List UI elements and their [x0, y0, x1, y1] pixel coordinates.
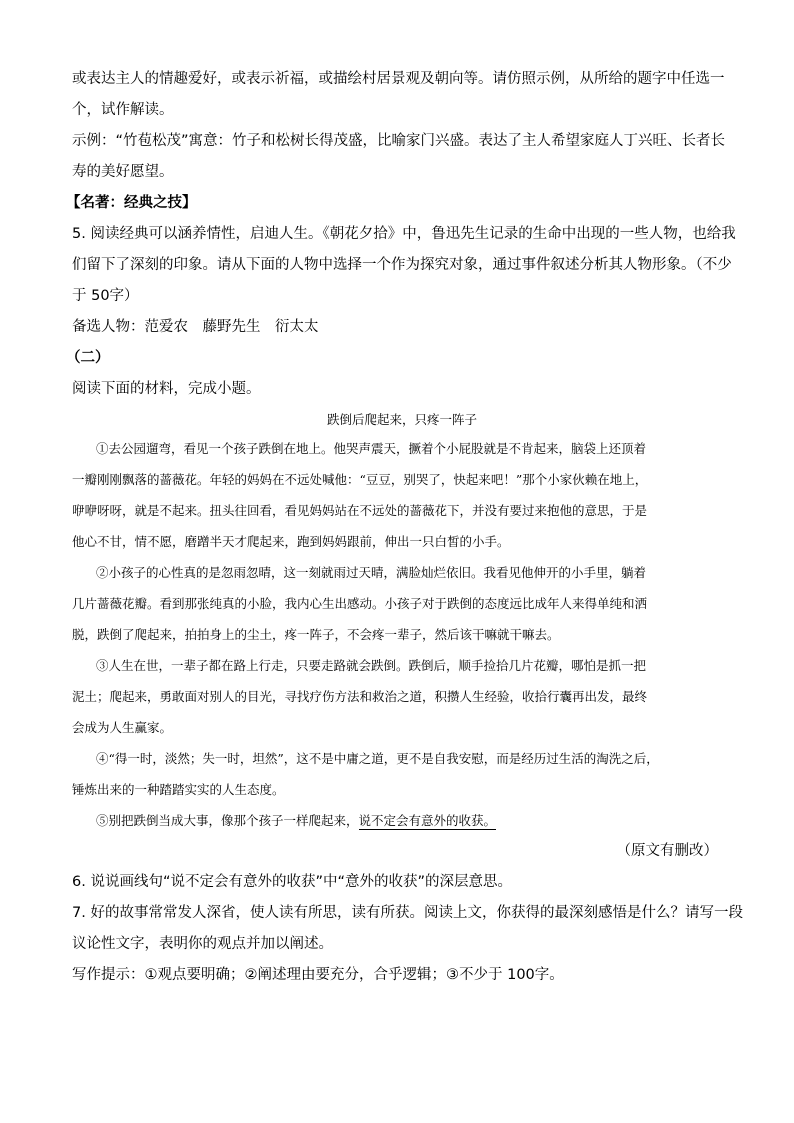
article-p2-line-1: ②小孩子的心性真的是忽雨忽晴，这一刻就雨过天晴，满脸灿烂依旧。我看见他伸开的小手里，躺着 — [96, 565, 647, 580]
article-p3-line-1: ③人生在世，一辈子都在路上行走，只要走路就会跌倒。跌倒后，顺手捡拾几片花瓣，哪怕是抓一把 — [96, 658, 647, 673]
article-paragraph-3 — [72, 650, 732, 743]
article-p4-line-2: 锤炼出来的一种踏踏实实的人生态度。 — [72, 782, 285, 797]
article-p2-line-2: 几片蔷薇花瓣。看到那张纯真的小脸，我内心生出感动。小孩子对于跌倒的态度远比成年人来得单纯和洒 — [72, 596, 648, 611]
section-heading-two: （二） — [66, 350, 110, 366]
question-6: 6. 说说画线句“说不定会有意外的收获”中“意外的收获”的深层意思。 — [72, 874, 512, 890]
candidate-characters: 备选人物：范爱农 藤野先生 衍太太 — [72, 319, 319, 335]
question-5-line-3: 于 50字） — [72, 288, 139, 304]
article-paragraph-5 — [72, 805, 732, 836]
article-p1-line-2: 一瓣刚刚飘落的蔷薇花。年轻的妈妈在不远处喊他：“豆豆，别哭了，快起来吧！”那个小家伙赖在地上， — [72, 472, 648, 487]
article-p1-line-1: ①去公园遛弯，看见一个孩子跌倒在地上。他哭声震天，撅着个小屁股就是不肯起来，脑袋上还顶着 — [96, 441, 647, 456]
article-p3-line-2: 泥土；爬起来，勇敢面对别人的目光，寻找疗伤方法和救治之道，积攒人生经验，收拾行囊再出发，最终 — [72, 689, 648, 704]
intro-line-1: 或表达主人的情趣爱好，或表示祈福，或描绘村居景观及朝向等。请仿照示例，从所给的题字中任选一 — [72, 71, 725, 87]
reading-instruction: 阅读下面的材料，完成小题。 — [72, 381, 261, 397]
document-page — [66, 64, 743, 991]
article-p4-line-1: ④“得一时，淡然；失一时，坦然”，这不是中庸之道，更不是自我安慰，而是经历过生活的淘洗之后， — [96, 751, 659, 766]
article-title: 跌倒后爬起来，只疼一阵子 — [326, 412, 477, 427]
article-p2-line-3: 脱，跌倒了爬起来，拍拍身上的尘土，疼一阵子，不会疼一辈子，然后该干嘛就干嘛去。 — [72, 627, 560, 642]
article-p1-line-3: 咿咿呀呀，就是不起来。扭头往回看，看见妈妈站在不远处的蔷薇花下，并没有要过来抱他的意思，于是 — [72, 503, 648, 518]
article-paragraph-4 — [72, 743, 732, 805]
question-5-line-2: 们留下了深刻的印象。请从下面的人物中选择一个作为探究对象，通过事件叙述分析其人物形象。（不少 — [72, 257, 732, 273]
article-p5-text: ⑤别把跌倒当成大事，像那个孩子一样爬起来， — [96, 813, 359, 828]
example-line-2: 寿的美好愿望。 — [72, 164, 174, 180]
intro-line-2: 个，试作解读。 — [72, 102, 174, 118]
source-note: （原文有删改） — [616, 843, 718, 859]
article-p1-line-4: 他心不甘，情不愿，磨蹭半天才爬起来，跑到妈妈跟前，伸出一只白皙的小手。 — [72, 534, 510, 549]
question-7-line-2: 议论性文字，表明你的观点并加以阐述。 — [72, 936, 333, 952]
article-paragraph-2 — [72, 557, 732, 650]
underlined-sentence: 说不定会有意外的收获。 — [358, 813, 497, 828]
writing-tips: 写作提示：①观点要明确；②阐述理由要充分，合乎逻辑；③不少于 100字。 — [72, 967, 564, 983]
question-5-line-1: 5. 阅读经典可以涵养情性，启迪人生。《朝花夕拾》中，鲁迅先生记录的生命中出现的一些人物，也给我 — [72, 226, 736, 242]
article-paragraph-1 — [72, 433, 732, 557]
example-line-1: 示例：“竹苞松茂”寓意：竹子和松树长得茂盛，比喻家门兴盛。表达了主人希望家庭人丁兴旺、长者长 — [72, 133, 726, 149]
question-7-line-1: 7. 好的故事常常发人深省，使人读有所思，读有所获。阅读上文，你获得的最深刻感悟是什么？请写一段 — [72, 905, 743, 921]
section-heading-classic: 【名著：经典之技】 — [66, 195, 197, 211]
article-p3-line-3: 会成为人生赢家。 — [72, 720, 173, 735]
